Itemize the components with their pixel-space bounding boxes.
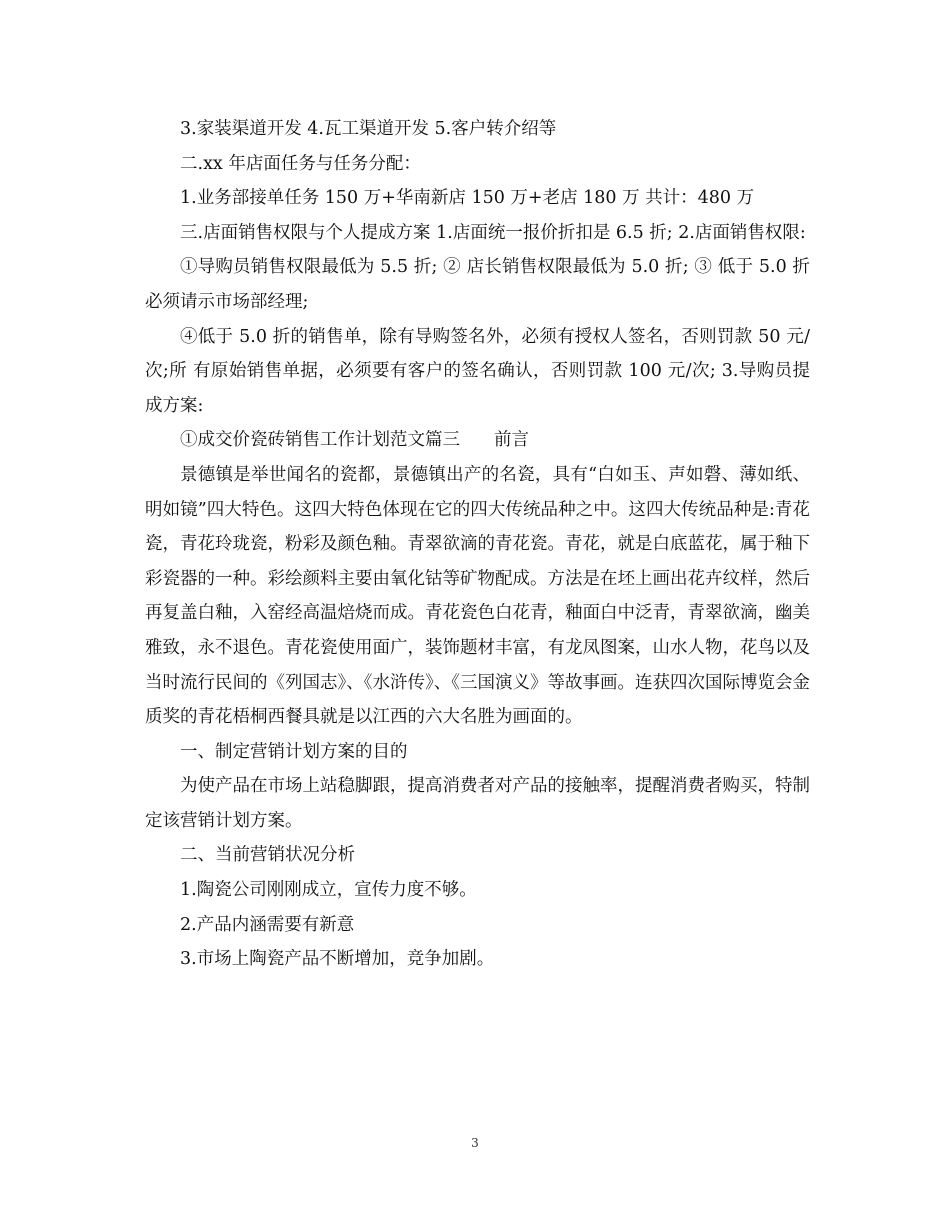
- paragraph-task-totals: 1.业务部接单任务 150 万+华南新店 150 万+老店 180 万 共计：480 万: [180, 188, 755, 209]
- page-number: 3: [471, 1136, 479, 1150]
- paragraph-marketing-purpose: 为使产品在市场上站稳脚跟，提高消费者对产品的接触率，提醒消费者购买，特制定该营销计划方案。: [145, 776, 810, 831]
- heading-marketing-purpose: 一、制定营销计划方案的目的: [180, 741, 408, 762]
- heading-marketing-analysis: 二、当前营销状况分析: [180, 845, 355, 866]
- paragraph-article-title: [145, 423, 810, 458]
- paragraph-jingdezhen: 景德镇是举世闻名的瓷都，景德镇出产的名瓷，具有“白如玉、声如磬、薄如纸、明如镜”四大特色。这四大特色体现在它的四大传统品种之中。这四大传统品种是:青花瓷，青花玲珑瓷，粉彩及颜色釉。青翠欲滴的青花瓷。青花，就是白底蓝花，属于釉下彩瓷器的一种。彩绘颜料主要由氧化钴等矿物配成。方法是在坯上画出花卉纹样，然后再复盖白釉，入窑经高温焙烧而成。青花瓷色白花青，釉面白中泛青，青翠欲滴，幽美雅致，永不退色。青花瓷使用面广，装饰题材丰富，有龙凤图案，山水人物，花鸟以及当时流行民间的《列国志》、《水浒传》、《三国演义》等故事画。连获四次国际博览会金质奖的青花梧桐西餐具就是以江西的六大名胜为画面的。: [145, 464, 810, 728]
- list-item-analysis-1: 1.陶瓷公司刚刚成立，宣传力度不够。: [180, 880, 477, 901]
- paragraph-signature-rules: ④低于 5.0 折的销售单，除有导购签名外，必须有授权人签名，否则罚款 50 元/次;所 有原始销售单据，必须要有客户的签名确认，否则罚款 100 元/次; 3.导购员提成方案:: [145, 326, 810, 416]
- preface-heading: 前言: [494, 430, 529, 451]
- heading-store-tasks: 二.xx 年店面任务与任务分配：: [180, 153, 421, 174]
- paragraph-sales-authority: 三.店面销售权限与个人提成方案 1.店面统一报价折扣是 6.5 折; 2.店面销售权限:: [180, 222, 806, 243]
- list-item-analysis-3: 3.市场上陶瓷产品不断增加，竞争加剧。: [180, 949, 495, 970]
- list-item-analysis-2: 2.产品内涵需要有新意: [180, 914, 355, 935]
- paragraph-discount-limits: ①导购员销售权限最低为 5.5 折; ② 店长销售权限最低为 5.0 折; ③ 低于 5.0 折必须请示市场部经理;: [145, 257, 810, 312]
- document-body: [145, 112, 810, 977]
- article-title: ①成交价瓷砖销售工作计划范文篇三: [180, 430, 460, 451]
- paragraph-channels: 3.家装渠道开发 4.瓦工渠道开发 5.客户转介绍等: [180, 119, 557, 139]
